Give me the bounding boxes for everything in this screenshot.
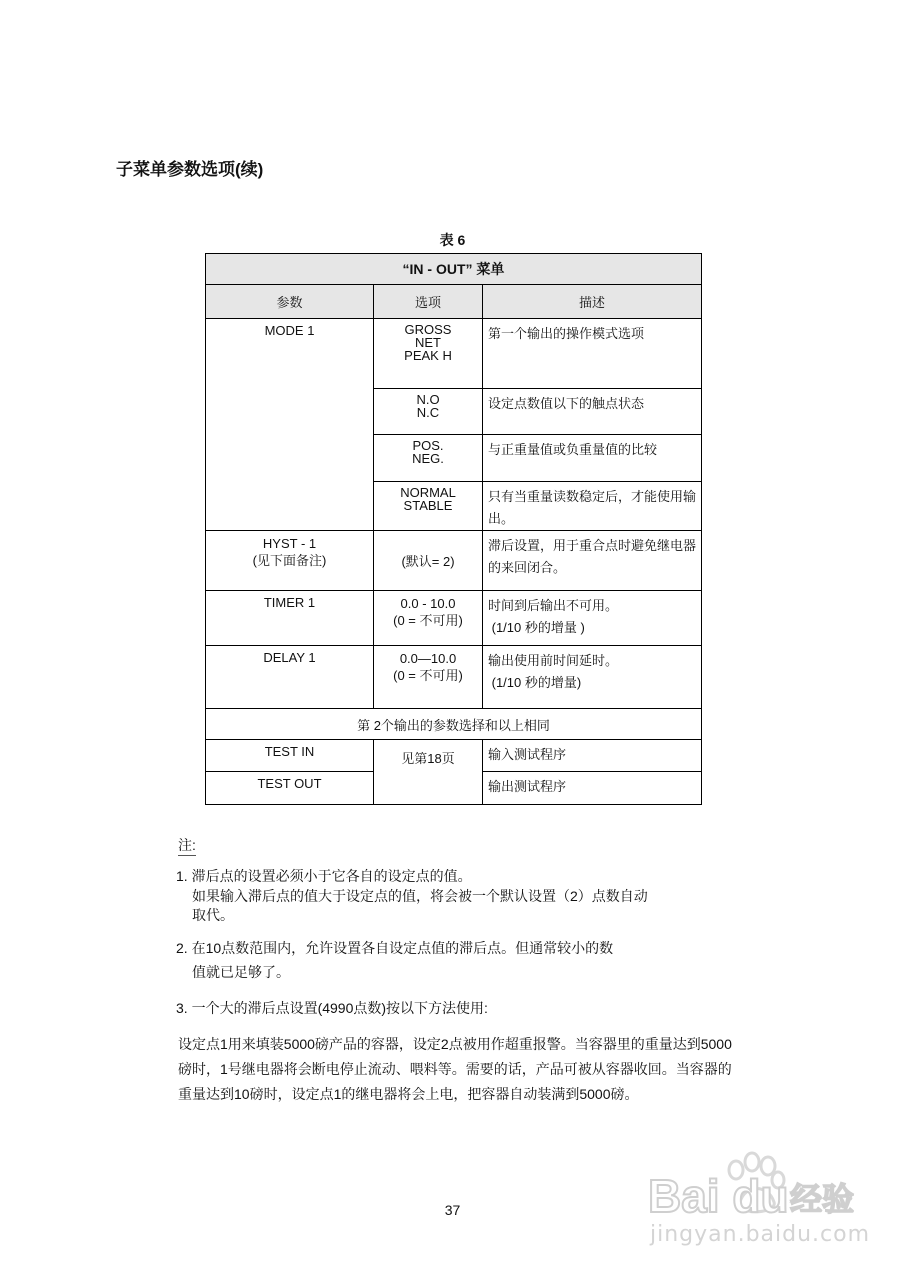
watermark-text: Bai du xyxy=(648,1170,789,1222)
option-mode-1 xyxy=(374,319,483,389)
note-1-line-2: 如果输入滞后点的值大于设定点的值，将会被一个默认设置（2）点数自动 xyxy=(192,888,648,904)
page-number: 37 xyxy=(444,1202,461,1218)
option-test: 见第18页 xyxy=(374,740,483,805)
note-1-line-1: 1. 滞后点的设置必须小于它各自的设定点的值。 xyxy=(176,868,472,884)
desc-test-out: 输出测试程序 xyxy=(483,772,702,805)
desc-mode-2: 设定点数值以下的触点状态 xyxy=(483,389,702,435)
desc-timer-2: (1/10 秒的增量 ) xyxy=(488,620,585,635)
param-hyst-label: HYST - 1 xyxy=(262,536,317,551)
option-stable: STABLE xyxy=(403,498,453,513)
option-mode-4 xyxy=(374,482,483,531)
header-option: 选项 xyxy=(374,285,483,319)
note-2-line-1: 2. 在10点数范围内，允许设置各自设定点值的滞后点。但通常较小的数 xyxy=(176,940,614,956)
desc-mode-4: 只有当重量读数稳定后，才能使用输出。 xyxy=(483,482,702,531)
in-out-menu-table xyxy=(205,253,702,805)
second-output-note: 第 2个输出的参数选择和以上相同 xyxy=(206,709,702,740)
option-hyst: (默认= 2) xyxy=(374,531,483,591)
option-neg: NEG. xyxy=(412,451,444,466)
desc-hyst: 滞后设置，用于重合点时避免继电器的来回闭合。 xyxy=(483,531,702,591)
option-delay xyxy=(374,646,483,709)
param-test-in: TEST IN xyxy=(206,740,374,772)
notes-label: 注: xyxy=(178,835,196,856)
param-hyst xyxy=(206,531,374,591)
param-timer: TIMER 1 xyxy=(206,591,374,646)
table-title: “IN - OUT” 菜单 xyxy=(206,254,702,285)
option-net: NET xyxy=(415,335,441,350)
header-param: 参数 xyxy=(206,285,374,319)
option-mode-2 xyxy=(374,389,483,435)
desc-test-in: 输入测试程序 xyxy=(483,740,702,772)
desc-mode-1: 第一个输出的操作模式选项 xyxy=(483,319,702,389)
option-mode-3 xyxy=(374,435,483,482)
option-timer-disabled: (0 = 不可用) xyxy=(393,613,463,628)
svg-text:经验: 经验 xyxy=(790,1180,855,1218)
desc-delay-1: 输出使用前时间延时。 xyxy=(488,653,619,668)
desc-delay xyxy=(483,646,702,709)
option-timer-range: 0.0 - 10.0 xyxy=(400,596,456,611)
option-pos: POS. xyxy=(412,438,444,453)
option-no: N.O xyxy=(416,392,440,407)
baidu-watermark xyxy=(640,1142,880,1252)
option-normal: NORMAL xyxy=(400,485,456,500)
param-test-out: TEST OUT xyxy=(206,772,374,805)
option-gross: GROSS xyxy=(404,322,452,337)
section-title: 子菜单参数选项(续) xyxy=(116,160,264,179)
desc-delay-2: (1/10 秒的增量) xyxy=(488,675,582,690)
desc-mode-3: 与正重量值或负重量值的比较 xyxy=(483,435,702,482)
note-2-line-2: 值就已足够了。 xyxy=(192,964,290,980)
table-caption: 表 6 xyxy=(439,232,466,248)
param-hyst-note: (见下面备注) xyxy=(252,553,327,568)
option-timer xyxy=(374,591,483,646)
param-mode: MODE 1 xyxy=(206,319,374,531)
desc-timer-1: 时间到后输出不可用。 xyxy=(488,598,619,613)
option-delay-disabled: (0 = 不可用) xyxy=(393,668,463,683)
example-paragraph: 设定点1用来填装5000磅产品的容器，设定2点被用作超重报警。当容器里的重量达到5000磅时，1号继电器将会断电停止流动、喂料等。需要的话，产品可被从容器收回。当容器的重量达到10磅时，设定点1的继电器将会上电，把容器自动装满到5000磅。 xyxy=(178,1036,732,1102)
note-1-line-3: 取代。 xyxy=(192,907,234,923)
note-3: 3. 一个大的滞后点设置(4990点数)按以下方法使用: xyxy=(176,1000,488,1016)
desc-timer xyxy=(483,591,702,646)
header-desc: 描述 xyxy=(483,285,702,319)
option-peak: PEAK H xyxy=(404,348,452,363)
option-nc: N.C xyxy=(416,405,440,420)
param-delay: DELAY 1 xyxy=(206,646,374,709)
watermark-url: jingyan.baidu.com xyxy=(650,1222,871,1247)
option-delay-range: 0.0—10.0 xyxy=(399,651,457,666)
